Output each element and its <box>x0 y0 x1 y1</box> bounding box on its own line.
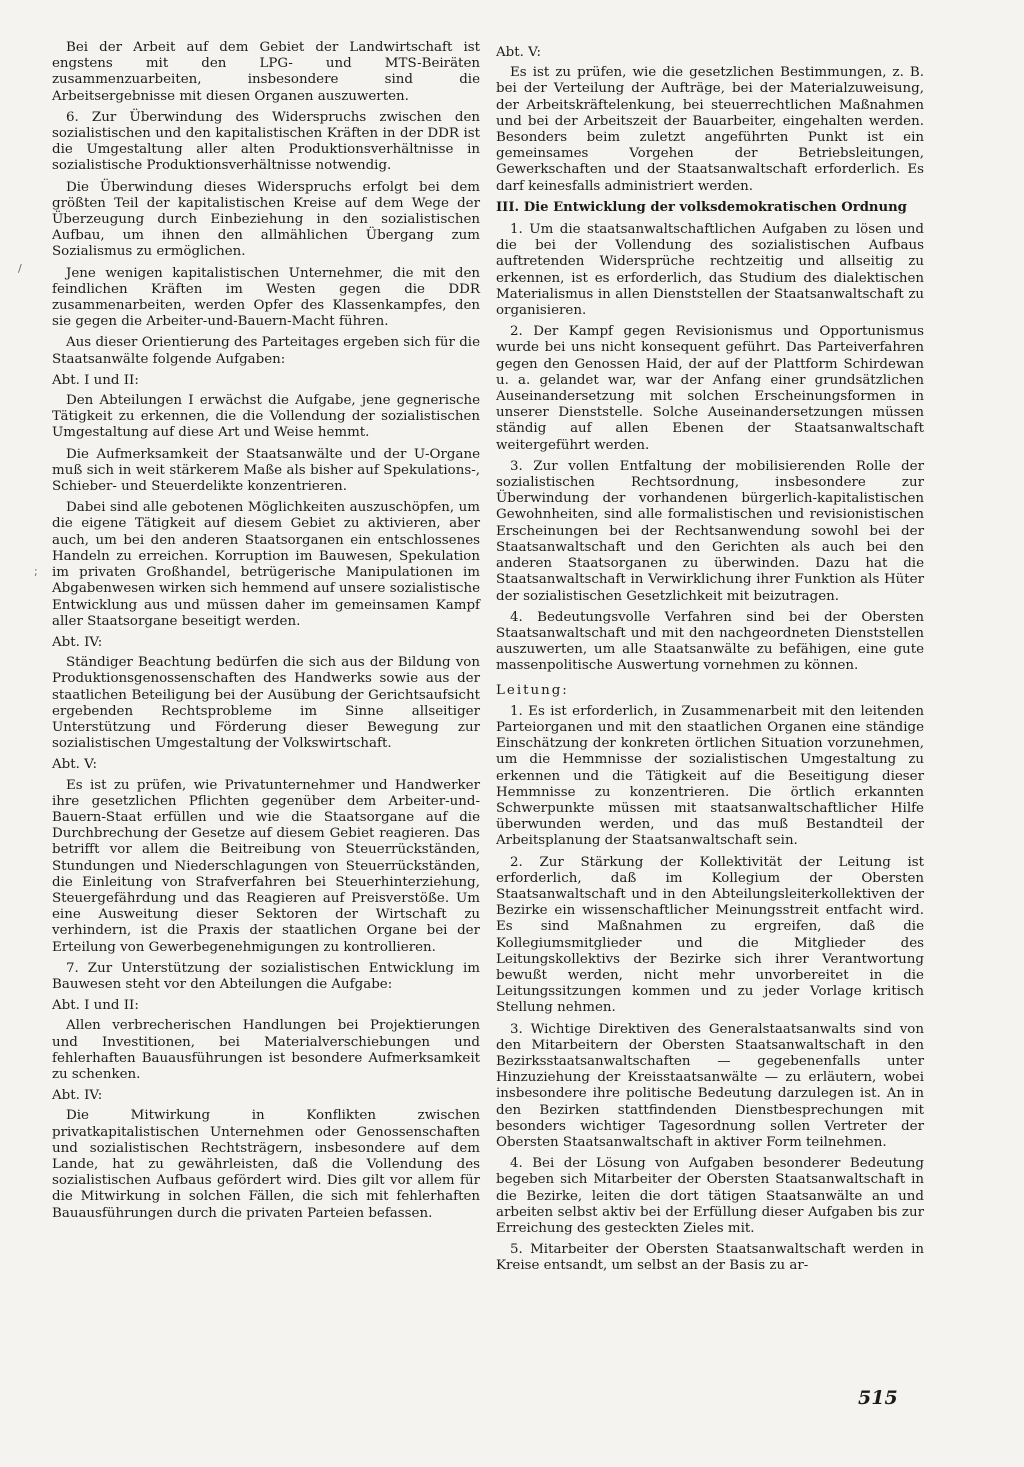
paragraph: 5. Mitarbeiter der Obersten Staatsanwaltschaft werden in Kreise entsandt, um selbst an der Basis zu ar- <box>496 1242 924 1274</box>
paragraph: 4. Bedeutungsvolle Verfahren sind bei der Obersten Staatsanwaltschaft und mit den nachgeordneten Dienststellen auszuwerten, um alle Staatsanwälte zu befähigen, eine gute massenpolitische Auswertung vornehmen zu können. <box>496 609 924 674</box>
paragraph: Jene wenigen kapitalistischen Unternehmer, die mit den feindlichen Kräften im Westen gegen die DDR zusammenarbeiten, werden Opfer des Klassenkampfes, den sie gegen die Arbeiter-und-Bauern-Macht führen. <box>52 265 480 330</box>
paragraph: 4. Bei der Lösung von Aufgaben besonderer Bedeutung begeben sich Mitarbeiter der Obersten Staatsanwaltschaft in die Bezirke, leiten die dort tätigen Staatsanwälte an und arbeiten selbst aktiv bei der Erfüllung dieser Aufgaben bis zur Erreichung des gesteckten Zieles mit. <box>496 1156 924 1237</box>
paragraph: 7. Zur Unterstützung der sozialistischen Entwicklung im Bauwesen steht vor den Abteilungen die Aufgabe: <box>52 960 480 992</box>
margin-mark: / <box>18 262 22 275</box>
subsection-label: Abt. I und II: <box>52 998 139 1014</box>
margin-mark: ; <box>34 565 38 578</box>
section-heading: III. Die Entwicklung der volksdemokratischen Ordnung <box>496 199 907 215</box>
paragraph: Es ist zu prüfen, wie Privatunternehmer und Handwerker ihre gesetzlichen Pflichten gegenüber dem Arbeiter-und-Bauern-Staat erfüllen und wie die Staatsorgane auf die Durchbrechung der Gesetze auf diesem Gebiet reagieren. Das betrifft vor allem die Beitreibung von Steuerrückständen, Stundungen und Niederschlagungen von Steuerrückständen, die Einleitung von Strafverfahren bei Steuerhinterziehung, Steuergefährdung und das Reagieren auf Preisverstöße. Um eine Ausweitung dieser Sektoren der Wirtschaft zu verhindern, ist die Praxis der staatlichen Organe bei der Erteilung von Gewerbegenehmigungen zu kontrollieren. <box>52 777 480 955</box>
paragraph: 3. Zur vollen Entfaltung der mobilisierenden Rolle der sozialistischen Rechtsordnung, insbesondere zur Überwindung der vorhandenen bürgerlich-kapitalistischen Gewohnheiten, sind alle formalistischen und revisionistischen Erscheinungen bei der Rechtsanwendung sowohl bei der Staatsanwaltschaft und den Gerichten als auch bei den anderen Staatsorganen zu überwinden. Dazu hat die Staatsanwaltschaft in Verwirklichung ihrer Funktion als Hüter der sozialistischen Gesetzlichkeit mit beizutragen. <box>496 458 924 604</box>
subsection-label: Abt. IV: <box>52 634 103 650</box>
right-column <box>496 42 924 1280</box>
subsection-label: Leitung: <box>496 682 569 698</box>
paragraph: Die Mitwirkung in Konflikten zwischen privatkapitalistischen Unternehmen oder Genossenschaften und sozialistischen Rechtsträgern, insbesondere auf dem Lande, hat zu gewährleisten, daß die Vollendung des sozialistischen Aufbaus gefördert wird. Dies gilt vor allem für die Mitwirkung in solchen Fällen, die sich mit fehlerhaften Bauausführungen durch die privaten Parteien befassen. <box>52 1108 480 1221</box>
paragraph: Dabei sind alle gebotenen Möglichkeiten auszuschöpfen, um die eigene Tätigkeit auf diesem Gebiet zu aktivieren, aber auch, um bei den anderen Staatsorganen ein entschlossenes Handeln zu erreichen. Korruption im Bauwesen, Spekulation im privaten Großhandel, betrügerische Manipulationen im Abgabenwesen wirken sich hemmend auf unsere sozialistische Entwicklung aus und müssen daher im gemeinsamen Kampf aller Staatsorgane beseitigt werden. <box>52 500 480 629</box>
page-number: 515 <box>858 1387 898 1409</box>
paragraph: Allen verbrecherischen Handlungen bei Projektierungen und Investitionen, bei Materialverschiebungen und fehlerhaften Bauausführungen ist besondere Aufmerksamkeit zu schenken. <box>52 1018 480 1082</box>
paragraph: 1. Um die staatsanwaltschaftlichen Aufgaben zu lösen und die bei der Vollendung des sozialistischen Aufbaus auftretenden Widersprüche rechtzeitig und allseitig zu erkennen, ist es erforderlich, das Studium des dialektischen Materialismus in allen Dienststellen der Staatsanwaltschaft zu organisieren. <box>496 222 924 319</box>
subsection-label: Abt. V: <box>496 45 541 60</box>
paragraph: Die Überwindung dieses Widerspruchs erfolgt bei dem größten Teil der kapitalistischen Kreise auf dem Wege der Überzeugung durch Einbeziehung in den sozialistischen Aufbau, um ihnen den allmählichen Übergang zum Sozialismus zu ermöglichen. <box>52 179 480 260</box>
paragraph: Ständiger Beachtung bedürfen die sich aus der Bildung von Produktionsgenossenschaften des Handwerks sowie aus der staatlichen Beteiligung bei der Ausübung der Gerichtsaufsicht ergebenden Rechtsprobleme im Sinne allseitiger Unterstützung und Förderung dieser Bewegung zur sozialistischen Umgestaltung der Volkswirtschaft. <box>52 655 480 752</box>
subsection-label: Abt. IV: <box>52 1088 103 1104</box>
paragraph: 2. Zur Stärkung der Kollektivität der Leitung ist erforderlich, daß im Kollegium der Obersten Staatsanwaltschaft und in den Abteilungsleiterkollektiven der Bezirke ein wissenschaftlicher Meinungsstreit entfacht wird. Es sind Maßnahmen zu ergreifen, daß die Kollegiumsmitglieder und die Mitglieder des Leitungskollektivs der Bezirke sich ihrer Verantwortung bewußt werden, nicht mehr unvorbereitet in die Leitungssitzungen kommen und zu jeder Vorlage kritisch Stellung nehmen. <box>496 854 924 1016</box>
paragraph: Bei der Arbeit auf dem Gebiet der Landwirtschaft ist engstens mit den LPG- und MTS-Beiräten zusammenzuarbeiten, insbesondere sind die Arbeitsergebnisse mit diesen Organen auszuwerten. <box>52 40 480 104</box>
paragraph: 6. Zur Überwindung des Widerspruchs zwischen den sozialistischen und den kapitalistischen Kräften in der DDR ist die Umgestaltung aller alten Produktionsverhältnisse in sozialistische Produktionsverhältnisse notwendig. <box>52 109 480 174</box>
paragraph: 2. Der Kampf gegen Revisionismus und Opportunismus wurde bei uns nicht konsequent geführt. Das Parteiverfahren gegen den Genossen Haid, der auf der Plattform Schirdewan u. a. gelandet war, war der Anfang einer grundsätzlichen Auseinandersetzung mit solchen Erscheinungsformen in unserer Dienststelle. Solche Auseinandersetzungen müssen ständig auf allen Ebenen der Staatsanwaltschaft weitergeführt werden. <box>496 324 924 453</box>
paragraph: Aus dieser Orientierung des Parteitages ergeben sich für die Staatsanwälte folgende Aufgaben: <box>52 335 480 367</box>
paragraph: Es ist zu prüfen, wie die gesetzlichen Bestimmungen, z. B. bei der Verteilung der Aufträge, bei der Materialzuweisung, der Arbeitskräftelenkung, bei steuerrechtlichen Maßnahmen und bei der Arbeitszeit der Bauarbeiter, eingehalten werden. Besonders beim zuletzt angeführten Punkt ist ein gemeinsames Vorgehen der Betriebsleitungen, Gewerkschaften und der Staatsanwaltschaft erforderlich. Es darf keinesfalls administriert werden. <box>496 65 924 194</box>
paragraph: Den Abteilungen I erwächst die Aufgabe, jene gegnerische Tätigkeit zu erkennen, die die Vollendung der sozialistischen Umgestaltung auf diese Art und Weise hemmt. <box>52 393 480 441</box>
subsection-label: Abt. I und II: <box>52 372 139 388</box>
paragraph: Die Aufmerksamkeit der Staatsanwälte und der U-Organe muß sich in weit stärkerem Maße als bisher auf Spekulations-, Schieber- und Steuerdelikte konzentrieren. <box>52 446 480 495</box>
paragraph: 3. Wichtige Direktiven des Generalstaatsanwalts sind von den Mitarbeitern der Obersten Staatsanwaltschaft in den Bezirksstaatsanwaltschaften — gegebenenfalls unter Hinzuziehung der Kreisstaatsanwälte — zu erläutern, wobei insbesondere ihre politische Bedeutung darzulegen ist. An in den Bezirken stattfindenden Dienstbesprechungen mit besonders wichtiger Tagesordnung sollen Vertreter der Obersten Staatsanwaltschaft in aktiver Form teilnehmen. <box>496 1021 924 1150</box>
left-column <box>52 40 480 1227</box>
subsection-label: Abt. V: <box>52 757 97 773</box>
paragraph: 1. Es ist erforderlich, in Zusammenarbeit mit den leitenden Parteiorganen und mit den staatlichen Organen eine ständige Einschätzung der konkreten örtlichen Situation vorzunehmen, um die Hemmnisse der sozialistischen Umgestaltung zu erkennen und die Tätigkeit auf die Beseitigung dieser Hemmnisse zu konzentrieren. Die örtlich erkannten Schwerpunkte müssen mit staatsanwaltschaftlicher Hilfe überwunden werden, und das muß Bestandteil der Arbeitsplanung der Staatsanwaltschaft sein. <box>496 703 924 849</box>
